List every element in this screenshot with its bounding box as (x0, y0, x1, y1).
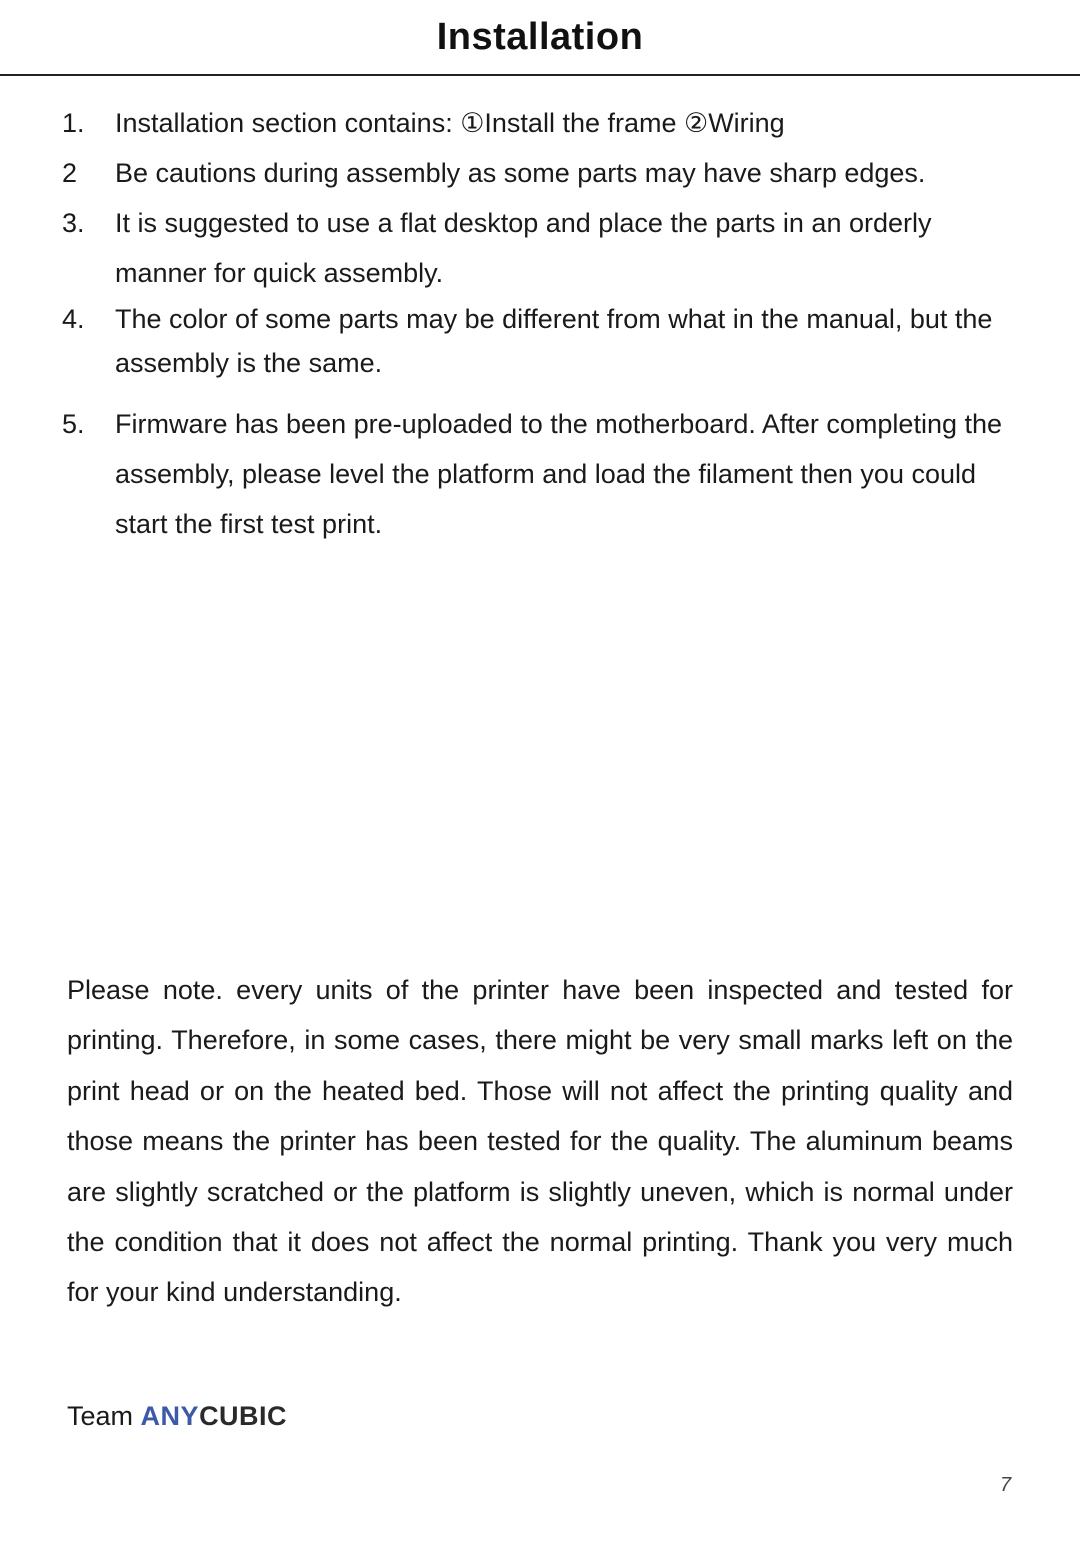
page-title: Installation (436, 16, 644, 58)
brand-logo (141, 1401, 288, 1431)
note-text: Be cautions during assembly as some parts may have sharp edges. (115, 158, 926, 188)
note-text: It is suggested to use a flat desktop and place the parts in an orderly manner for quick assembly. (115, 208, 932, 288)
brand-logo-part1: ANY (140, 1401, 200, 1431)
note-number: 5. (62, 409, 85, 439)
note-text: Firmware has been pre-uploaded to the motherboard. After completing the assembly, please level the platform and load the filament then you could start the first test print. (115, 409, 1003, 539)
inspection-notice: Please note. every units of the printer have been inspected and tested for printing. Therefore, in some cases, there might be very small marks left on the print head or on the heated bed. Those will not affect the printing quality and those means the printer has been tested for the quality. The aluminum beams are slightly scratched or the platform is slightly uneven, which is normal under the condition that it does not affect the normal printing. Thank you very much for your kind understanding. (67, 975, 1013, 1308)
note-number: 4. (62, 304, 85, 334)
note-text: Installation section contains: ①Install the frame ②Wiring (115, 108, 785, 138)
page-number: 7 (1000, 1474, 1012, 1496)
note-text: The color of some parts may be different from what in the manual, but the assembly is the same. (115, 304, 993, 378)
note-number: 1. (62, 108, 85, 138)
note-number: 2 (62, 158, 78, 188)
team-signature (67, 1396, 287, 1436)
title-divider (0, 74, 1080, 76)
note-number: 3. (62, 208, 85, 238)
team-label: Team (67, 1401, 134, 1431)
brand-logo-part2: CUBIC (199, 1401, 288, 1431)
